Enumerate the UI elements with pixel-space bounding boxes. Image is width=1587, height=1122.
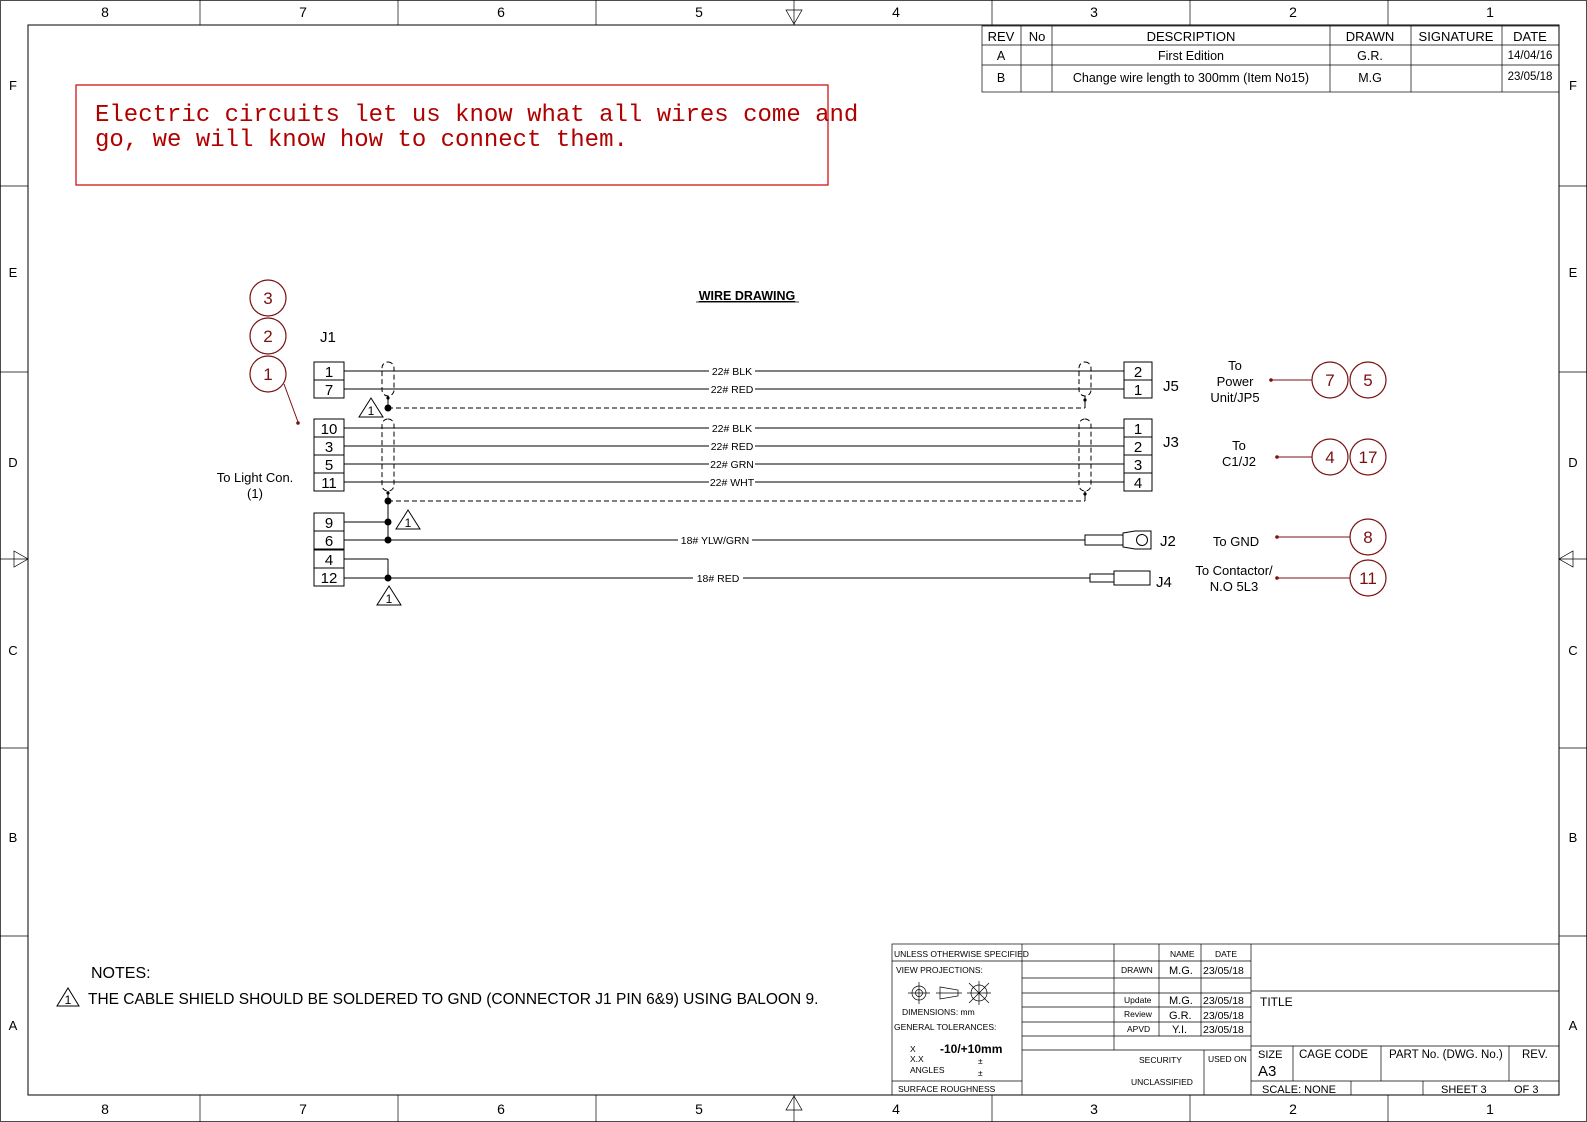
rev-header-date: DATE	[1513, 29, 1547, 44]
tb-update-date: 23/05/18	[1203, 995, 1244, 1007]
notes-heading: NOTES:	[91, 965, 151, 982]
to-light-label-sub: (1)	[247, 486, 263, 501]
tb-view-proj: VIEW PROJECTIONS:	[896, 965, 983, 975]
tb-scale: SCALE: NONE	[1262, 1084, 1336, 1096]
j5-label: J5	[1163, 378, 1179, 395]
zone-row-label: A	[1568, 1018, 1578, 1033]
tb-tol-xx: X.X	[910, 1054, 924, 1064]
zone-col-label: 2	[1289, 4, 1297, 20]
warning-triangle-icon	[396, 510, 420, 530]
wire-label: 22# RED	[710, 441, 754, 453]
tb-used-on: USED ON	[1208, 1054, 1247, 1064]
to-light-label: To Light Con.	[216, 470, 294, 485]
tb-rev-lbl: REV.	[1522, 1049, 1548, 1061]
tb-part-lbl: PART No. (DWG. No.)	[1389, 1049, 1503, 1061]
j1-pin: 6	[324, 533, 334, 550]
ring-terminal-icon	[1085, 531, 1151, 549]
tb-pm: ±	[978, 1068, 983, 1078]
tb-tol-value: -10/+10mm	[940, 1042, 1003, 1056]
annotation-box	[76, 85, 858, 185]
rev-header-signature: SIGNATURE	[1418, 29, 1494, 44]
wire-label: 22# WHT	[709, 477, 755, 489]
j1-pin: 7	[324, 382, 334, 399]
tb-drawn-date: 23/05/18	[1203, 965, 1244, 977]
rev-cell: B	[996, 71, 1006, 85]
j1-pin: 5	[324, 457, 334, 474]
wire-label: 22# GRN	[710, 459, 754, 471]
center-mark-left	[0, 551, 28, 567]
tb-surface: SURFACE ROUGHNESS	[898, 1084, 996, 1094]
wire-label: 22# RED	[710, 384, 754, 396]
rosette-icon	[967, 981, 991, 1005]
tb-date-hdr: DATE	[1215, 949, 1238, 959]
dest-c1-label: C1/J2	[1222, 454, 1256, 469]
wire-label: 18# YLW/GRN	[680, 535, 750, 547]
tb-apvd-lbl: APVD	[1127, 1024, 1151, 1034]
svg-text:1: 1	[263, 365, 273, 384]
tb-drawn-name: M.G.	[1169, 965, 1193, 977]
zone-col-label: 8	[101, 4, 109, 20]
j1-pin: 1	[324, 364, 334, 381]
j1-pin: 12	[320, 570, 338, 587]
tb-of: OF 3	[1514, 1084, 1539, 1096]
svg-text:11: 11	[1359, 569, 1377, 588]
zone-row-label: B	[8, 830, 18, 845]
tb-sheet: SHEET 3	[1441, 1084, 1487, 1096]
junction-dot	[385, 519, 392, 526]
tb-review-date: 23/05/18	[1203, 1010, 1244, 1022]
wire-group-j3	[344, 419, 1124, 544]
dest-contactor-label: To Contactor/	[1195, 563, 1273, 578]
j1-pin: 9	[324, 515, 334, 532]
balloon-3	[250, 280, 286, 316]
svg-text:8: 8	[1363, 528, 1373, 547]
tb-unclassified: UNCLASSIFIED	[1131, 1077, 1193, 1087]
zone-row-label: E	[8, 265, 18, 280]
svg-text:2: 2	[263, 327, 273, 346]
rev-cell: 14/04/16	[1507, 50, 1553, 62]
zone-col-label: 8	[101, 1101, 109, 1117]
zone-row-label: F	[1569, 78, 1577, 93]
j1-pin: 3	[324, 439, 334, 456]
svg-text:1: 1	[385, 592, 393, 606]
balloon-7	[1269, 362, 1348, 398]
zone-col-label: 5	[695, 4, 703, 20]
j1-pin: 10	[320, 421, 338, 438]
j3-pin: 4	[1133, 475, 1143, 492]
zone-col-label: 7	[299, 1101, 307, 1117]
dest-power-label: Power	[1216, 374, 1254, 389]
zone-row-label: D	[8, 455, 18, 470]
tb-update-lbl: Update	[1124, 995, 1152, 1005]
rev-cell: Change wire length to 300mm (Item No15)	[1072, 71, 1310, 85]
svg-text:1: 1	[404, 516, 412, 530]
j5-pin: 1	[1133, 382, 1143, 399]
warning-triangle-icon	[57, 988, 79, 1007]
zone-row-label: C	[1568, 643, 1578, 658]
svg-text:1: 1	[367, 404, 375, 418]
rev-cell: G.R.	[1357, 49, 1383, 63]
tb-title-lbl: TITLE	[1260, 995, 1293, 1009]
rev-cell: First Edition	[1158, 49, 1224, 63]
pin-terminal-icon	[1090, 571, 1150, 585]
j1-pin: 4	[324, 552, 334, 569]
j3-label: J3	[1163, 434, 1179, 451]
tb-tol-angles: ANGLES	[910, 1065, 945, 1075]
j1-connector	[314, 362, 344, 587]
rev-cell: M.G	[1358, 71, 1382, 85]
j3-connector	[1124, 419, 1179, 492]
tb-tol-x: X	[910, 1044, 916, 1054]
zone-col-label: 1	[1486, 4, 1494, 20]
balloon-8	[1275, 519, 1386, 555]
rev-header-no: No	[1028, 29, 1046, 44]
svg-text:5: 5	[1363, 371, 1373, 390]
zone-row-label: A	[8, 1018, 18, 1033]
wire-label: 18# RED	[696, 573, 740, 585]
dest-contactor-label: N.O 5L3	[1209, 579, 1259, 594]
dest-gnd-label: To GND	[1212, 534, 1260, 549]
dest-power-label: Unit/JP5	[1210, 390, 1260, 405]
rev-header-rev: REV	[987, 29, 1015, 44]
tb-review-lbl: Review	[1124, 1009, 1152, 1019]
zone-labels-bottom	[101, 1101, 1494, 1117]
zone-row-label: D	[1568, 455, 1578, 470]
warning-triangle-icon	[359, 398, 383, 418]
wire-label: 22# BLK	[711, 366, 753, 378]
note-1: THE CABLE SHIELD SHOULD BE SOLDERED TO GND (CONNECTOR J1 PIN 6&9) USING BALOON 9.	[88, 991, 819, 1008]
j5-connector	[1124, 362, 1179, 399]
tb-dimensions: DIMENSIONS: mm	[902, 1007, 975, 1017]
svg-text:3: 3	[263, 289, 273, 308]
balloon-1	[250, 356, 300, 425]
rev-cell: 23/05/18	[1507, 71, 1553, 83]
tb-unless: UNLESS OTHERWISE SPECIFIED	[894, 949, 1029, 959]
tb-security: SECURITY	[1139, 1055, 1182, 1065]
j4-label: J4	[1156, 574, 1172, 591]
junction-dot	[385, 405, 392, 412]
wire-ground-j2	[344, 531, 1176, 550]
tb-pm: ±	[978, 1056, 983, 1066]
balloon-5	[1350, 362, 1386, 398]
tb-drawn-lbl: DRAWN	[1121, 965, 1153, 975]
warning-triangle-icon	[377, 586, 401, 606]
j1-label: J1	[320, 329, 336, 346]
zone-col-label: 1	[1486, 1101, 1494, 1117]
balloon-4	[1275, 439, 1348, 475]
wire-contactor-j4	[344, 559, 1172, 591]
svg-text:7: 7	[1325, 371, 1335, 390]
zone-col-label: 4	[892, 4, 900, 20]
j3-pin: 1	[1133, 421, 1143, 438]
balloon-2	[250, 318, 286, 354]
annotation-line-1: Electric circuits let us know what all wires come and	[95, 102, 859, 129]
zone-col-label: 5	[695, 1101, 703, 1117]
center-mark-bottom	[786, 1095, 802, 1122]
dest-c1-label: To	[1232, 438, 1246, 453]
zone-col-label: 6	[497, 1101, 505, 1117]
drawing-title: WIRE DRAWING	[698, 289, 796, 303]
tb-gen-tol: GENERAL TOLERANCES:	[894, 1022, 997, 1032]
zone-col-label: 3	[1090, 1101, 1098, 1117]
zone-row-label: F	[9, 78, 17, 93]
tb-size-val: A3	[1258, 1063, 1277, 1080]
center-mark-right	[1559, 551, 1587, 567]
tb-cage-lbl: CAGE CODE	[1299, 1049, 1369, 1061]
tb-name-hdr: NAME	[1170, 949, 1195, 959]
zone-col-label: 4	[892, 1101, 900, 1117]
rev-header-description: DESCRIPTION	[1146, 29, 1236, 44]
j3-pin: 3	[1133, 457, 1143, 474]
zone-col-label: 3	[1090, 4, 1098, 20]
dest-power-label: To	[1228, 358, 1242, 373]
junction-dot	[385, 575, 392, 582]
wire-label: 22# BLK	[711, 423, 753, 435]
zone-col-label: 2	[1289, 1101, 1297, 1117]
first-angle-projection-icon	[908, 982, 930, 1004]
balloon-17	[1350, 439, 1386, 475]
zone-row-label: B	[1568, 830, 1578, 845]
tb-apvd-date: 23/05/18	[1203, 1024, 1244, 1036]
zone-row-label: C	[8, 643, 18, 658]
zone-labels-left	[8, 78, 17, 1033]
balloon-11	[1275, 560, 1386, 596]
svg-text:1: 1	[64, 993, 72, 1007]
tb-update-name: M.G.	[1169, 995, 1193, 1007]
j2-label: J2	[1160, 533, 1176, 550]
third-angle-projection-icon	[936, 987, 962, 999]
center-mark-top	[786, 0, 802, 25]
tb-size-lbl: SIZE	[1258, 1049, 1283, 1061]
svg-text:4: 4	[1325, 448, 1335, 467]
j3-pin: 2	[1133, 439, 1143, 456]
zone-col-label: 7	[299, 4, 307, 20]
zone-row-label: E	[1568, 265, 1578, 280]
zone-col-label: 6	[497, 4, 505, 20]
annotation-line-2: go, we will know how to connect them.	[95, 127, 628, 154]
tb-review-name: G.R.	[1169, 1010, 1192, 1022]
title-block	[892, 944, 1559, 1096]
tb-apvd-name: Y.I.	[1172, 1024, 1188, 1036]
j1-pin: 11	[321, 475, 337, 492]
rev-cell: A	[996, 49, 1006, 63]
wire-group-j5	[344, 362, 1124, 412]
revision-table	[982, 26, 1559, 92]
svg-text:17: 17	[1358, 448, 1378, 467]
j5-pin: 2	[1133, 364, 1143, 381]
rev-header-drawn: DRAWN	[1345, 29, 1395, 44]
